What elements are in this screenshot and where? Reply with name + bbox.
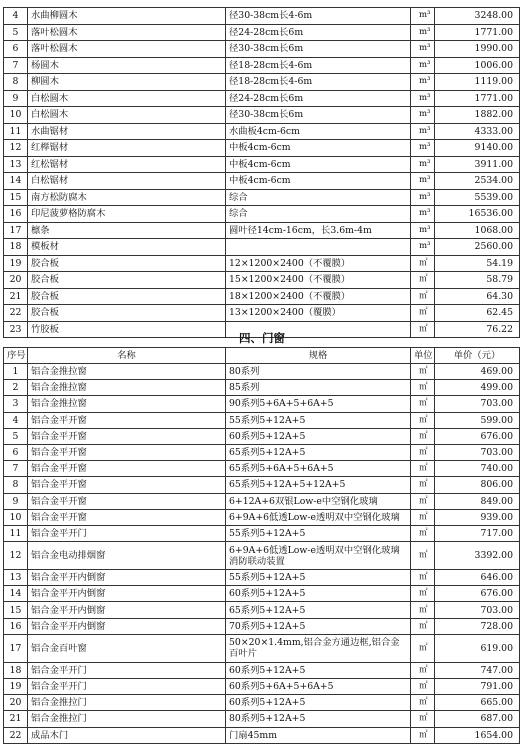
table-row xyxy=(4,57,520,74)
item-price: 806.00 xyxy=(435,477,520,493)
row-number: 19 xyxy=(4,679,28,695)
table-row xyxy=(4,412,520,428)
item-price: 54.19 xyxy=(435,255,520,272)
item-price: 687.00 xyxy=(435,711,520,727)
item-name: 铝合金百叶窗 xyxy=(28,634,226,662)
item-unit: ㎡ xyxy=(411,727,435,743)
row-number: 21 xyxy=(4,288,28,305)
item-unit: ㎡ xyxy=(411,305,435,322)
item-unit: m³ xyxy=(411,57,435,74)
item-price: 64.30 xyxy=(435,288,520,305)
row-number: 18 xyxy=(4,662,28,678)
item-price: 3392.00 xyxy=(435,542,520,570)
item-price: 4333.00 xyxy=(435,123,520,140)
item-spec: 55系列5+12A+5 xyxy=(226,525,411,541)
item-unit: ㎡ xyxy=(411,364,435,380)
row-number: 12 xyxy=(4,140,28,157)
table-row xyxy=(4,493,520,509)
item-name: 铝合金平开内倒窗 xyxy=(28,618,226,634)
item-unit: ㎡ xyxy=(411,493,435,509)
item-spec: 55系列5+12A+5 xyxy=(226,412,411,428)
item-unit: m³ xyxy=(411,41,435,58)
item-name: 檩条 xyxy=(28,222,226,239)
item-unit: m³ xyxy=(411,140,435,157)
item-spec: 60系列5+6A+5+6A+5 xyxy=(226,679,411,695)
row-number: 14 xyxy=(4,586,28,602)
header-price: 单价（元） xyxy=(435,348,520,364)
item-name: 水曲锯材 xyxy=(28,123,226,140)
row-number: 17 xyxy=(4,634,28,662)
table-row xyxy=(4,206,520,223)
table-row xyxy=(4,272,520,289)
item-spec: 80系列 xyxy=(226,364,411,380)
item-name: 铝合金平开窗 xyxy=(28,477,226,493)
item-spec: 13×1200×2400（覆膜） xyxy=(226,305,411,322)
table-row xyxy=(4,380,520,396)
item-unit: ㎡ xyxy=(411,542,435,570)
row-number: 10 xyxy=(4,509,28,525)
item-price: 703.00 xyxy=(435,444,520,460)
item-name: 胶合板 xyxy=(28,255,226,272)
table-row xyxy=(4,255,520,272)
item-unit: m³ xyxy=(411,222,435,239)
item-name: 铝合金推拉门 xyxy=(28,711,226,727)
table-row xyxy=(4,634,520,662)
row-number: 7 xyxy=(4,461,28,477)
item-unit: m³ xyxy=(411,156,435,173)
table-row xyxy=(4,679,520,695)
item-name: 铝合金平开窗 xyxy=(28,509,226,525)
item-name: 铝合金平开窗 xyxy=(28,428,226,444)
item-price: 2560.00 xyxy=(435,239,520,256)
item-unit: m³ xyxy=(411,24,435,41)
item-spec: 60系列5+12A+5 xyxy=(226,662,411,678)
item-name: 铝合金平开窗 xyxy=(28,444,226,460)
table-row xyxy=(4,140,520,157)
header-spec: 规格 xyxy=(226,348,411,364)
item-price: 469.00 xyxy=(435,364,520,380)
item-unit: ㎡ xyxy=(411,525,435,541)
row-number: 4 xyxy=(4,412,28,428)
item-price: 703.00 xyxy=(435,602,520,618)
row-number: 15 xyxy=(4,602,28,618)
item-price: 740.00 xyxy=(435,461,520,477)
header-name: 名称 xyxy=(28,348,226,364)
item-name: 南方松防腐木 xyxy=(28,189,226,206)
item-price: 16536.00 xyxy=(435,206,520,223)
item-price: 1882.00 xyxy=(435,107,520,124)
item-name: 白松锯材 xyxy=(28,173,226,190)
item-spec: 门扇45mm xyxy=(226,727,411,743)
section-title-doors-windows: 四、门窗 xyxy=(239,331,285,345)
item-name: 杨圆木 xyxy=(28,57,226,74)
item-spec: 水曲板4cm-6cm xyxy=(226,123,411,140)
item-spec: 18×1200×2400（不覆膜） xyxy=(226,288,411,305)
item-spec: 径18-28cm长4-6m xyxy=(226,57,411,74)
table-row xyxy=(4,711,520,727)
item-spec: 65系列5+6A+5+6A+5 xyxy=(226,461,411,477)
item-unit: ㎡ xyxy=(411,711,435,727)
item-spec: 65系列5+12A+5 xyxy=(226,444,411,460)
item-price: 747.00 xyxy=(435,662,520,678)
item-unit: ㎡ xyxy=(411,477,435,493)
item-spec xyxy=(226,239,411,256)
item-name: 落叶松圆木 xyxy=(28,41,226,58)
item-name: 铝合金平开门 xyxy=(28,679,226,695)
item-spec: 85系列 xyxy=(226,380,411,396)
item-unit: ㎡ xyxy=(411,380,435,396)
table-row xyxy=(4,74,520,91)
item-unit: ㎡ xyxy=(411,679,435,695)
item-unit: m³ xyxy=(411,189,435,206)
item-price: 717.00 xyxy=(435,525,520,541)
item-spec: 60系列5+12A+5 xyxy=(226,695,411,711)
table-row xyxy=(4,90,520,107)
row-number: 11 xyxy=(4,123,28,140)
item-price: 665.00 xyxy=(435,695,520,711)
item-price: 76.22 xyxy=(435,321,520,338)
table-row xyxy=(4,8,520,25)
item-name: 铝合金平开内倒窗 xyxy=(28,570,226,586)
item-price: 1771.00 xyxy=(435,24,520,41)
item-price: 703.00 xyxy=(435,396,520,412)
table-row xyxy=(4,222,520,239)
table-row xyxy=(4,305,520,322)
row-number: 1 xyxy=(4,364,28,380)
table-row xyxy=(4,542,520,570)
item-spec: 径30-38cm长4-6m xyxy=(226,8,411,25)
item-name: 白松圆木 xyxy=(28,107,226,124)
table-row xyxy=(4,461,520,477)
item-name: 铝合金推拉窗 xyxy=(28,364,226,380)
item-spec: 6+9A+6低透Low-e透明双中空钢化玻璃 xyxy=(226,509,411,525)
table-row xyxy=(4,396,520,412)
row-number: 4 xyxy=(4,8,28,25)
item-price: 1006.00 xyxy=(435,57,520,74)
row-number: 6 xyxy=(4,41,28,58)
table-row xyxy=(4,444,520,460)
row-number: 2 xyxy=(4,380,28,396)
row-number: 13 xyxy=(4,156,28,173)
item-spec: 径30-38cm长6m xyxy=(226,107,411,124)
item-unit: ㎡ xyxy=(411,272,435,289)
row-number: 6 xyxy=(4,444,28,460)
item-spec: 径30-38cm长6m xyxy=(226,41,411,58)
item-spec: 50×20×1.4mm,铝合金方通边框,铝合金百叶片 xyxy=(226,634,411,662)
item-spec: 15×1200×2400（不覆膜） xyxy=(226,272,411,289)
table-row xyxy=(4,602,520,618)
item-price: 939.00 xyxy=(435,509,520,525)
item-spec: 中板4cm-6cm xyxy=(226,173,411,190)
timber-price-table xyxy=(3,7,520,338)
item-name: 柳圆木 xyxy=(28,74,226,91)
item-unit: ㎡ xyxy=(411,570,435,586)
item-name: 铝合金平开门 xyxy=(28,525,226,541)
item-price: 619.00 xyxy=(435,634,520,662)
table-row xyxy=(4,662,520,678)
item-spec: 圆叶径14cm-16cm，长3.6m-4m xyxy=(226,222,411,239)
item-name: 落叶松圆木 xyxy=(28,24,226,41)
item-unit: ㎡ xyxy=(411,586,435,602)
row-number: 8 xyxy=(4,74,28,91)
table-row xyxy=(4,123,520,140)
table-row xyxy=(4,41,520,58)
item-name: 胶合板 xyxy=(28,305,226,322)
table-row xyxy=(4,156,520,173)
row-number: 20 xyxy=(4,695,28,711)
item-unit: m³ xyxy=(411,173,435,190)
item-name: 铝合金推拉窗 xyxy=(28,380,226,396)
item-spec: 6+12A+6双银Low-e中空钢化玻璃 xyxy=(226,493,411,509)
item-price: 1990.00 xyxy=(435,41,520,58)
item-unit: m³ xyxy=(411,206,435,223)
item-spec: 60系列5+12A+5 xyxy=(226,428,411,444)
item-unit: ㎡ xyxy=(411,634,435,662)
item-price: 9140.00 xyxy=(435,140,520,157)
item-spec: 55系列5+12A+5 xyxy=(226,570,411,586)
item-name: 铝合金推拉门 xyxy=(28,695,226,711)
item-spec: 12×1200×2400（不覆膜） xyxy=(226,255,411,272)
item-unit: m³ xyxy=(411,90,435,107)
item-unit: m³ xyxy=(411,74,435,91)
item-unit: m³ xyxy=(411,239,435,256)
row-number: 20 xyxy=(4,272,28,289)
header-row xyxy=(4,348,520,364)
table-row xyxy=(4,428,520,444)
item-spec: 综合 xyxy=(226,189,411,206)
header-unit: 单位 xyxy=(411,348,435,364)
row-number: 15 xyxy=(4,189,28,206)
item-price: 499.00 xyxy=(435,380,520,396)
item-price: 3248.00 xyxy=(435,8,520,25)
item-price: 1654.00 xyxy=(435,727,520,743)
row-number: 8 xyxy=(4,477,28,493)
item-price: 599.00 xyxy=(435,412,520,428)
item-name: 红榉锯材 xyxy=(28,140,226,157)
table-row xyxy=(4,288,520,305)
row-number: 9 xyxy=(4,90,28,107)
row-number: 10 xyxy=(4,107,28,124)
item-spec: 80系列5+12A+5 xyxy=(226,711,411,727)
item-spec: 中板4cm-6cm xyxy=(226,156,411,173)
item-spec: 6+9A+6低透Low-e透明双中空钢化玻璃 消防联动装置 xyxy=(226,542,411,570)
item-name: 铝合金平开门 xyxy=(28,662,226,678)
item-unit: ㎡ xyxy=(411,412,435,428)
item-name: 胶合板 xyxy=(28,272,226,289)
table-row xyxy=(4,189,520,206)
row-number: 21 xyxy=(4,711,28,727)
row-number: 5 xyxy=(4,24,28,41)
item-name: 成品木门 xyxy=(28,727,226,743)
item-price: 646.00 xyxy=(435,570,520,586)
row-number: 12 xyxy=(4,542,28,570)
item-price: 1771.00 xyxy=(435,90,520,107)
row-number: 22 xyxy=(4,727,28,743)
item-name: 水曲柳圆木 xyxy=(28,8,226,25)
item-name: 铝合金电动排烟窗 xyxy=(28,542,226,570)
item-name: 铝合金平开窗 xyxy=(28,412,226,428)
item-unit: ㎡ xyxy=(411,255,435,272)
item-name: 红松锯材 xyxy=(28,156,226,173)
item-unit: ㎡ xyxy=(411,321,435,338)
item-price: 62.45 xyxy=(435,305,520,322)
table-row xyxy=(4,509,520,525)
item-spec: 60系列5+12A+5 xyxy=(226,586,411,602)
row-number: 16 xyxy=(4,618,28,634)
table-row xyxy=(4,364,520,380)
item-spec: 综合 xyxy=(226,206,411,223)
item-price: 1068.00 xyxy=(435,222,520,239)
item-price: 676.00 xyxy=(435,586,520,602)
item-name: 铝合金平开窗 xyxy=(28,493,226,509)
doors-windows-price-table xyxy=(3,347,520,744)
item-name: 铝合金平开内倒窗 xyxy=(28,602,226,618)
header-no: 序号 xyxy=(4,348,28,364)
row-number: 13 xyxy=(4,570,28,586)
table-row xyxy=(4,727,520,743)
table-row xyxy=(4,173,520,190)
item-unit: m³ xyxy=(411,107,435,124)
table-row xyxy=(4,239,520,256)
item-name: 白松圆木 xyxy=(28,90,226,107)
item-price: 5539.00 xyxy=(435,189,520,206)
item-name: 铝合金平开窗 xyxy=(28,461,226,477)
item-unit: ㎡ xyxy=(411,662,435,678)
table-row xyxy=(4,477,520,493)
item-price: 676.00 xyxy=(435,428,520,444)
item-spec: 径24-28cm长6m xyxy=(226,90,411,107)
item-name: 胶合板 xyxy=(28,288,226,305)
table-row xyxy=(4,570,520,586)
row-number: 7 xyxy=(4,57,28,74)
item-unit: ㎡ xyxy=(411,602,435,618)
item-name: 竹胶板 xyxy=(28,321,226,338)
row-number: 19 xyxy=(4,255,28,272)
item-unit: ㎡ xyxy=(411,509,435,525)
item-unit: m³ xyxy=(411,8,435,25)
item-spec: 90系列5+6A+5+6A+5 xyxy=(226,396,411,412)
doors-windows-table-body xyxy=(4,364,520,744)
row-number: 17 xyxy=(4,222,28,239)
item-unit: ㎡ xyxy=(411,288,435,305)
item-price: 1119.00 xyxy=(435,74,520,91)
row-number: 22 xyxy=(4,305,28,322)
row-number: 18 xyxy=(4,239,28,256)
table-row xyxy=(4,107,520,124)
item-unit: ㎡ xyxy=(411,396,435,412)
table-row xyxy=(4,525,520,541)
item-price: 58.79 xyxy=(435,272,520,289)
item-price: 849.00 xyxy=(435,493,520,509)
row-number: 14 xyxy=(4,173,28,190)
item-spec: 65系列5+12A+5 xyxy=(226,602,411,618)
item-spec: 65系列5+12A+5+12A+5 xyxy=(226,477,411,493)
item-unit: m³ xyxy=(411,123,435,140)
item-spec: 中板4cm-6cm xyxy=(226,140,411,157)
item-spec: 径18-28cm长4-6m xyxy=(226,74,411,91)
row-number: 23 xyxy=(4,321,28,338)
row-number: 5 xyxy=(4,428,28,444)
item-unit: ㎡ xyxy=(411,428,435,444)
item-name: 印尼菠萝格防腐木 xyxy=(28,206,226,223)
item-unit: ㎡ xyxy=(411,618,435,634)
row-number: 9 xyxy=(4,493,28,509)
item-spec: 径24-28cm长6m xyxy=(226,24,411,41)
item-unit: ㎡ xyxy=(411,695,435,711)
item-price: 728.00 xyxy=(435,618,520,634)
item-spec: 70系列5+12A+5 xyxy=(226,618,411,634)
row-number: 3 xyxy=(4,396,28,412)
table-row xyxy=(4,618,520,634)
item-name: 铝合金推拉窗 xyxy=(28,396,226,412)
item-price: 2534.00 xyxy=(435,173,520,190)
row-number: 11 xyxy=(4,525,28,541)
item-name: 模板材 xyxy=(28,239,226,256)
item-unit: ㎡ xyxy=(411,461,435,477)
table-row xyxy=(4,586,520,602)
item-price: 3911.00 xyxy=(435,156,520,173)
item-price: 791.00 xyxy=(435,679,520,695)
timber-table-body xyxy=(4,8,520,338)
row-number: 16 xyxy=(4,206,28,223)
item-name: 铝合金平开内倒窗 xyxy=(28,586,226,602)
item-unit: ㎡ xyxy=(411,444,435,460)
table-row xyxy=(4,695,520,711)
table-row xyxy=(4,24,520,41)
